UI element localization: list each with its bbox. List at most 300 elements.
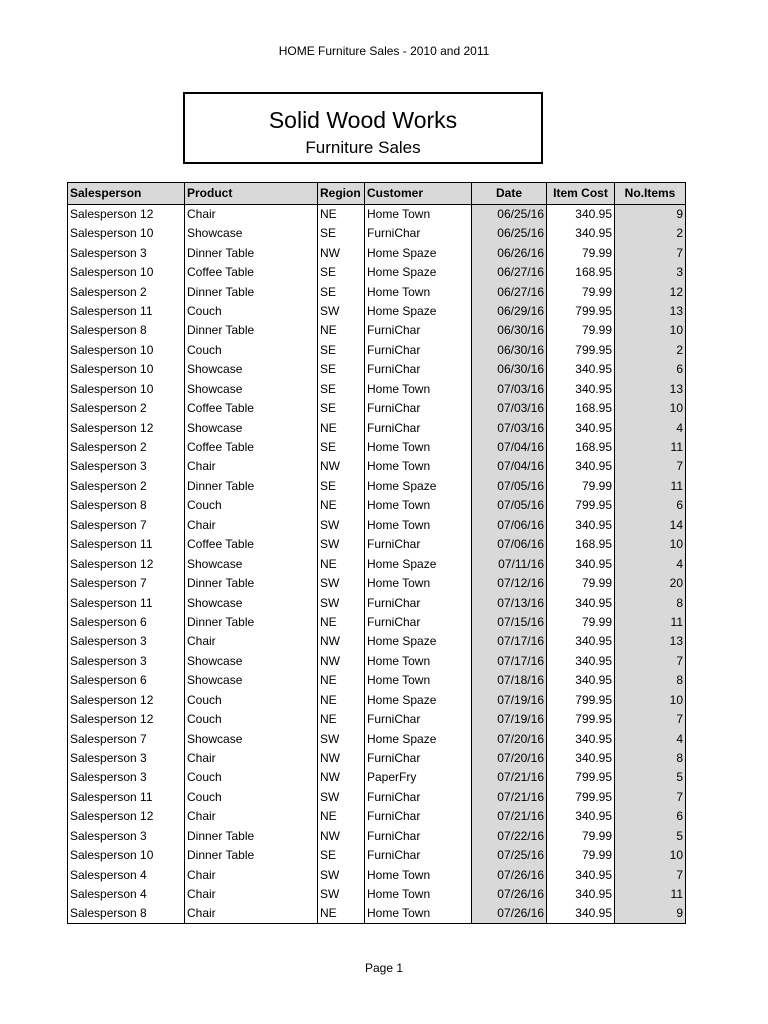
table-row [68,632,686,651]
salesperson-cell: Salesperson 10 [68,263,185,282]
table-row [68,341,686,360]
customer-cell: FurniChar [365,321,472,340]
table-header [68,183,686,205]
table-row [68,865,686,884]
salesperson-cell: Salesperson 2 [68,438,185,457]
table-row [68,457,686,476]
table-row [68,321,686,340]
date-cell: 07/21/16 [472,768,547,787]
date-cell: 07/18/16 [472,671,547,690]
salesperson-cell: Salesperson 11 [68,593,185,612]
date-cell: 06/25/16 [472,224,547,243]
salesperson-cell: Salesperson 3 [68,457,185,476]
product-cell: Coffee Table [185,263,318,282]
no-items-cell: 20 [615,574,686,593]
item-cost-cell: 340.95 [547,729,615,748]
no-items-cell: 13 [615,632,686,651]
item-cost-cell: 168.95 [547,438,615,457]
no-items-cell: 6 [615,807,686,826]
region-cell: NE [318,496,365,515]
customer-cell: Home Town [365,282,472,301]
customer-cell: Home Town [365,496,472,515]
no-items-cell: 11 [615,885,686,904]
table-row [68,788,686,807]
product-cell: Couch [185,768,318,787]
region-cell: SW [318,302,365,321]
salesperson-cell: Salesperson 8 [68,321,185,340]
salesperson-cell: Salesperson 12 [68,554,185,573]
company-name: Solid Wood Works [268,107,458,133]
item-cost-cell: 340.95 [547,457,615,476]
customer-cell: FurniChar [365,360,472,379]
date-cell: 06/30/16 [472,360,547,379]
no-items-cell: 7 [615,865,686,884]
product-cell: Dinner Table [185,846,318,865]
date-cell: 07/25/16 [472,846,547,865]
no-items-cell: 10 [615,399,686,418]
date-cell: 07/04/16 [472,457,547,476]
no-items-cell: 13 [615,380,686,399]
region-cell: SE [318,399,365,418]
salesperson-cell: Salesperson 10 [68,380,185,399]
product-cell: Dinner Table [185,282,318,301]
region-cell: SW [318,885,365,904]
date-cell: 07/20/16 [472,729,547,748]
region-cell: SE [318,438,365,457]
region-cell: NW [318,243,365,262]
salesperson-cell: Salesperson 3 [68,632,185,651]
table-body [68,205,686,924]
date-cell: 06/29/16 [472,302,547,321]
item-cost-cell: 340.95 [547,807,615,826]
table-row [68,516,686,535]
product-cell: Showcase [185,671,318,690]
item-cost-cell: 340.95 [547,671,615,690]
region-cell: NE [318,205,365,225]
date-cell: 07/03/16 [472,418,547,437]
customer-cell: Home Spaze [365,243,472,262]
page-number: Page 1 [364,961,404,975]
date-cell: 07/03/16 [472,380,547,399]
item-cost-cell: 340.95 [547,904,615,924]
salesperson-cell: Salesperson 7 [68,729,185,748]
table-row [68,554,686,573]
salesperson-cell: Salesperson 12 [68,807,185,826]
customer-cell: Home Town [365,671,472,690]
item-cost-cell: 79.99 [547,827,615,846]
salesperson-cell: Salesperson 3 [68,749,185,768]
date-cell: 06/26/16 [472,243,547,262]
region-cell: SE [318,360,365,379]
product-cell: Coffee Table [185,438,318,457]
customer-cell: FurniChar [365,788,472,807]
no-items-cell: 10 [615,691,686,710]
salesperson-cell: Salesperson 10 [68,341,185,360]
region-cell: SW [318,574,365,593]
no-items-cell: 8 [615,671,686,690]
region-cell: NE [318,613,365,632]
item-cost-cell: 340.95 [547,516,615,535]
product-cell: Showcase [185,418,318,437]
no-items-cell: 13 [615,302,686,321]
item-cost-cell: 79.99 [547,613,615,632]
item-cost-cell: 799.95 [547,788,615,807]
product-cell: Showcase [185,380,318,399]
date-cell: 07/05/16 [472,477,547,496]
no-items-cell: 14 [615,516,686,535]
date-cell: 07/05/16 [472,496,547,515]
salesperson-cell: Salesperson 2 [68,477,185,496]
date-cell: 07/12/16 [472,574,547,593]
table-row [68,768,686,787]
date-cell: 06/30/16 [472,341,547,360]
column-header-product: Product [185,183,318,205]
table-row [68,380,686,399]
salesperson-cell: Salesperson 10 [68,846,185,865]
customer-cell: FurniChar [365,613,472,632]
no-items-cell: 10 [615,321,686,340]
region-cell: SW [318,788,365,807]
salesperson-cell: Salesperson 11 [68,535,185,554]
item-cost-cell: 340.95 [547,865,615,884]
report-subtitle: Furniture Sales [305,138,421,157]
column-header-customer: Customer [365,183,472,205]
column-header-item-cost: Item Cost [547,183,615,205]
item-cost-cell: 340.95 [547,360,615,379]
salesperson-cell: Salesperson 4 [68,865,185,884]
item-cost-cell: 799.95 [547,710,615,729]
customer-cell: FurniChar [365,846,472,865]
region-cell: NE [318,554,365,573]
no-items-cell: 4 [615,729,686,748]
product-cell: Dinner Table [185,243,318,262]
region-cell: SE [318,341,365,360]
no-items-cell: 5 [615,827,686,846]
no-items-cell: 12 [615,282,686,301]
table-row [68,302,686,321]
table-row [68,360,686,379]
table-row [68,710,686,729]
no-items-cell: 7 [615,788,686,807]
item-cost-cell: 340.95 [547,380,615,399]
date-cell: 06/27/16 [472,282,547,301]
table-row [68,691,686,710]
date-cell: 06/25/16 [472,205,547,225]
no-items-cell: 7 [615,710,686,729]
table-row [68,807,686,826]
product-cell: Showcase [185,360,318,379]
item-cost-cell: 79.99 [547,477,615,496]
item-cost-cell: 340.95 [547,593,615,612]
customer-cell: Home Spaze [365,263,472,282]
date-cell: 07/13/16 [472,593,547,612]
no-items-cell: 11 [615,438,686,457]
no-items-cell: 11 [615,613,686,632]
table-row [68,535,686,554]
customer-cell: Home Spaze [365,477,472,496]
item-cost-cell: 79.99 [547,243,615,262]
table-row [68,282,686,301]
table-row [68,749,686,768]
customer-cell: FurniChar [365,593,472,612]
column-header-region: Region [318,183,365,205]
date-cell: 07/11/16 [472,554,547,573]
no-items-cell: 9 [615,205,686,225]
table-row [68,846,686,865]
no-items-cell: 8 [615,593,686,612]
date-cell: 07/20/16 [472,749,547,768]
product-cell: Chair [185,749,318,768]
salesperson-cell: Salesperson 11 [68,302,185,321]
salesperson-cell: Salesperson 4 [68,885,185,904]
product-cell: Dinner Table [185,827,318,846]
customer-cell: FurniChar [365,341,472,360]
salesperson-cell: Salesperson 3 [68,652,185,671]
customer-cell: Home Town [365,904,472,924]
region-cell: NW [318,652,365,671]
product-cell: Showcase [185,729,318,748]
customer-cell: Home Town [365,205,472,225]
item-cost-cell: 799.95 [547,496,615,515]
customer-cell: FurniChar [365,749,472,768]
item-cost-cell: 168.95 [547,535,615,554]
salesperson-cell: Salesperson 3 [68,768,185,787]
item-cost-cell: 799.95 [547,302,615,321]
no-items-cell: 11 [615,477,686,496]
customer-cell: FurniChar [365,710,472,729]
product-cell: Chair [185,807,318,826]
item-cost-cell: 340.95 [547,632,615,651]
table-row [68,613,686,632]
table-row [68,574,686,593]
date-cell: 07/04/16 [472,438,547,457]
no-items-cell: 6 [615,360,686,379]
region-cell: NW [318,457,365,476]
customer-cell: Home Spaze [365,554,472,573]
region-cell: SW [318,729,365,748]
customer-cell: Home Town [365,516,472,535]
customer-cell: FurniChar [365,807,472,826]
salesperson-cell: Salesperson 7 [68,516,185,535]
item-cost-cell: 799.95 [547,691,615,710]
table-row [68,399,686,418]
date-cell: 06/30/16 [472,321,547,340]
table-row [68,243,686,262]
item-cost-cell: 340.95 [547,885,615,904]
salesperson-cell: Salesperson 12 [68,710,185,729]
date-cell: 07/21/16 [472,788,547,807]
product-cell: Dinner Table [185,574,318,593]
salesperson-cell: Salesperson 12 [68,205,185,225]
no-items-cell: 7 [615,457,686,476]
item-cost-cell: 799.95 [547,768,615,787]
salesperson-cell: Salesperson 6 [68,613,185,632]
product-cell: Coffee Table [185,535,318,554]
date-cell: 07/26/16 [472,904,547,924]
column-header-salesperson: Salesperson [68,183,185,205]
product-cell: Chair [185,904,318,924]
date-cell: 07/03/16 [472,399,547,418]
no-items-cell: 4 [615,418,686,437]
date-cell: 06/27/16 [472,263,547,282]
header-row [68,183,686,205]
product-cell: Chair [185,516,318,535]
date-cell: 07/17/16 [472,632,547,651]
region-cell: SE [318,477,365,496]
product-cell: Couch [185,302,318,321]
region-cell: NE [318,807,365,826]
salesperson-cell: Salesperson 11 [68,788,185,807]
date-cell: 07/15/16 [472,613,547,632]
table-row [68,496,686,515]
product-cell: Couch [185,341,318,360]
page-header: HOME Furniture Sales - 2010 and 2011 [278,44,490,58]
region-cell: SW [318,516,365,535]
product-cell: Chair [185,632,318,651]
product-cell: Chair [185,885,318,904]
region-cell: NE [318,671,365,690]
region-cell: SE [318,263,365,282]
item-cost-cell: 340.95 [547,224,615,243]
customer-cell: FurniChar [365,399,472,418]
table-row [68,885,686,904]
date-cell: 07/17/16 [472,652,547,671]
salesperson-cell: Salesperson 10 [68,224,185,243]
product-cell: Dinner Table [185,321,318,340]
table-row [68,671,686,690]
date-cell: 07/26/16 [472,885,547,904]
product-cell: Couch [185,710,318,729]
region-cell: NE [318,418,365,437]
item-cost-cell: 79.99 [547,846,615,865]
region-cell: NE [318,321,365,340]
customer-cell: PaperFry [365,768,472,787]
region-cell: SE [318,380,365,399]
region-cell: NW [318,749,365,768]
region-cell: SW [318,593,365,612]
table-row [68,438,686,457]
no-items-cell: 7 [615,652,686,671]
table-row [68,418,686,437]
no-items-cell: 9 [615,904,686,924]
salesperson-cell: Salesperson 12 [68,418,185,437]
item-cost-cell: 340.95 [547,554,615,573]
region-cell: NE [318,691,365,710]
region-cell: NW [318,768,365,787]
product-cell: Couch [185,788,318,807]
no-items-cell: 3 [615,263,686,282]
product-cell: Dinner Table [185,477,318,496]
customer-cell: Home Town [365,652,472,671]
date-cell: 07/19/16 [472,691,547,710]
salesperson-cell: Salesperson 8 [68,904,185,924]
date-cell: 07/06/16 [472,516,547,535]
salesperson-cell: Salesperson 2 [68,399,185,418]
product-cell: Showcase [185,652,318,671]
region-cell: SE [318,224,365,243]
no-items-cell: 2 [615,341,686,360]
item-cost-cell: 168.95 [547,263,615,282]
region-cell: NW [318,632,365,651]
product-cell: Couch [185,691,318,710]
table-row [68,224,686,243]
date-cell: 07/22/16 [472,827,547,846]
salesperson-cell: Salesperson 3 [68,243,185,262]
table-row [68,593,686,612]
customer-cell: Home Spaze [365,302,472,321]
no-items-cell: 7 [615,243,686,262]
customer-cell: Home Town [365,574,472,593]
salesperson-cell: Salesperson 8 [68,496,185,515]
customer-cell: Home Town [365,438,472,457]
item-cost-cell: 340.95 [547,205,615,225]
no-items-cell: 10 [615,535,686,554]
product-cell: Coffee Table [185,399,318,418]
item-cost-cell: 79.99 [547,282,615,301]
customer-cell: FurniChar [365,535,472,554]
customer-cell: Home Spaze [365,729,472,748]
salesperson-cell: Salesperson 7 [68,574,185,593]
table-row [68,729,686,748]
customer-cell: Home Town [365,865,472,884]
customer-cell: Home Spaze [365,691,472,710]
title-box [183,92,543,164]
salesperson-cell: Salesperson 10 [68,360,185,379]
salesperson-cell: Salesperson 6 [68,671,185,690]
product-cell: Showcase [185,593,318,612]
salesperson-cell: Salesperson 3 [68,827,185,846]
salesperson-cell: Salesperson 2 [68,282,185,301]
product-cell: Couch [185,496,318,515]
table-row [68,205,686,225]
item-cost-cell: 340.95 [547,418,615,437]
table-row [68,827,686,846]
no-items-cell: 8 [615,749,686,768]
customer-cell: FurniChar [365,418,472,437]
region-cell: SW [318,865,365,884]
customer-cell: Home Town [365,380,472,399]
region-cell: NE [318,904,365,924]
product-cell: Showcase [185,224,318,243]
column-header-date: Date [472,183,547,205]
column-header-no-items: No.Items [615,183,686,205]
date-cell: 07/26/16 [472,865,547,884]
date-cell: 07/19/16 [472,710,547,729]
no-items-cell: 4 [615,554,686,573]
item-cost-cell: 799.95 [547,341,615,360]
no-items-cell: 2 [615,224,686,243]
table-row [68,904,686,924]
salesperson-cell: Salesperson 12 [68,691,185,710]
customer-cell: FurniChar [365,224,472,243]
table-row [68,477,686,496]
region-cell: NW [318,827,365,846]
item-cost-cell: 79.99 [547,321,615,340]
product-cell: Chair [185,205,318,225]
table-row [68,652,686,671]
no-items-cell: 6 [615,496,686,515]
customer-cell: Home Town [365,457,472,476]
region-cell: SW [318,535,365,554]
region-cell: NE [318,710,365,729]
no-items-cell: 5 [615,768,686,787]
product-cell: Dinner Table [185,613,318,632]
product-cell: Showcase [185,554,318,573]
item-cost-cell: 168.95 [547,399,615,418]
region-cell: SE [318,846,365,865]
item-cost-cell: 79.99 [547,574,615,593]
date-cell: 07/06/16 [472,535,547,554]
